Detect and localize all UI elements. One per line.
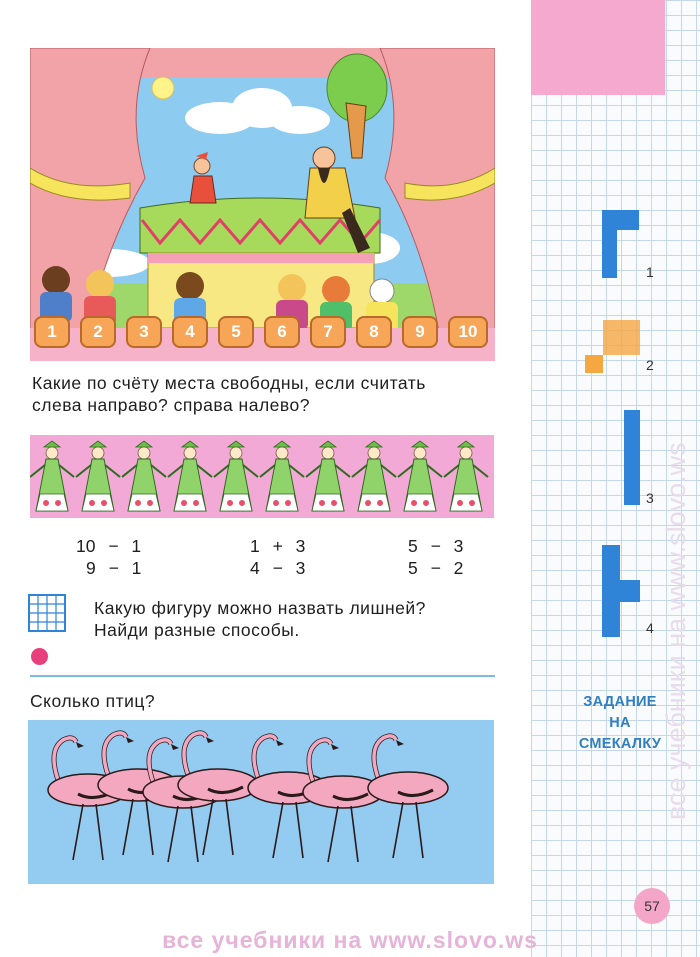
seat-10: 10: [448, 316, 488, 348]
dolls-illustration: [30, 435, 494, 518]
seat-9: 9: [402, 316, 438, 348]
math-column-3: [408, 535, 463, 579]
vertical-watermark: [655, 130, 695, 830]
seat-1: 1: [34, 316, 70, 348]
shape-label-3: 3: [646, 490, 654, 506]
math-expression: 9 − 1: [86, 558, 142, 578]
task1-line2: слева направо? справа налево?: [32, 395, 310, 415]
task3-text: Сколько птиц?: [30, 691, 156, 711]
side-title-line1: ЗАДАНИЕ: [583, 694, 657, 710]
seat-3: 3: [126, 316, 162, 348]
pink-tab: [531, 0, 665, 95]
seat-2: 2: [80, 316, 116, 348]
task2-text: [94, 597, 514, 641]
side-title-line2: НА: [609, 715, 631, 731]
flamingo-illustration: [28, 720, 494, 884]
math-expression: 1 + 3: [250, 536, 306, 556]
seat-7: 7: [310, 316, 346, 348]
shape-label-2: 2: [646, 357, 654, 373]
shape-label-1: 1: [646, 264, 654, 280]
side-title-line3: СМЕКАЛКУ: [578, 736, 662, 752]
task2-line1: Какую фигуру можно назвать лишней?: [94, 598, 426, 618]
seat-6: 6: [264, 316, 300, 348]
math-expression: 5 − 2: [408, 558, 464, 578]
seat-4: 4: [172, 316, 208, 348]
shape-label-4: 4: [646, 620, 654, 636]
task2-line2: Найди разные способы.: [94, 620, 300, 640]
seat-row: [34, 316, 494, 350]
grid-icon: [28, 594, 66, 632]
pink-dot-marker: [31, 648, 48, 665]
page-number: 57: [634, 888, 670, 924]
seat-8: 8: [356, 316, 392, 348]
math-column-1: [76, 535, 141, 579]
math-expression: 5 − 3: [408, 536, 464, 556]
task1-line1: Какие по счёту места свободны, если считать: [32, 373, 426, 393]
task1-text: [32, 372, 502, 416]
vertical-watermark-text: все учебники на www.slovo.ws: [661, 442, 691, 820]
footer-watermark: все учебники на www.slovo.ws: [162, 927, 538, 953]
math-expression: 4 − 3: [250, 558, 306, 578]
seat-5: 5: [218, 316, 254, 348]
section-divider: [30, 675, 495, 677]
math-column-2: [250, 535, 305, 579]
math-expression: 10 − 1: [76, 536, 142, 556]
theatre-illustration: [30, 48, 495, 361]
